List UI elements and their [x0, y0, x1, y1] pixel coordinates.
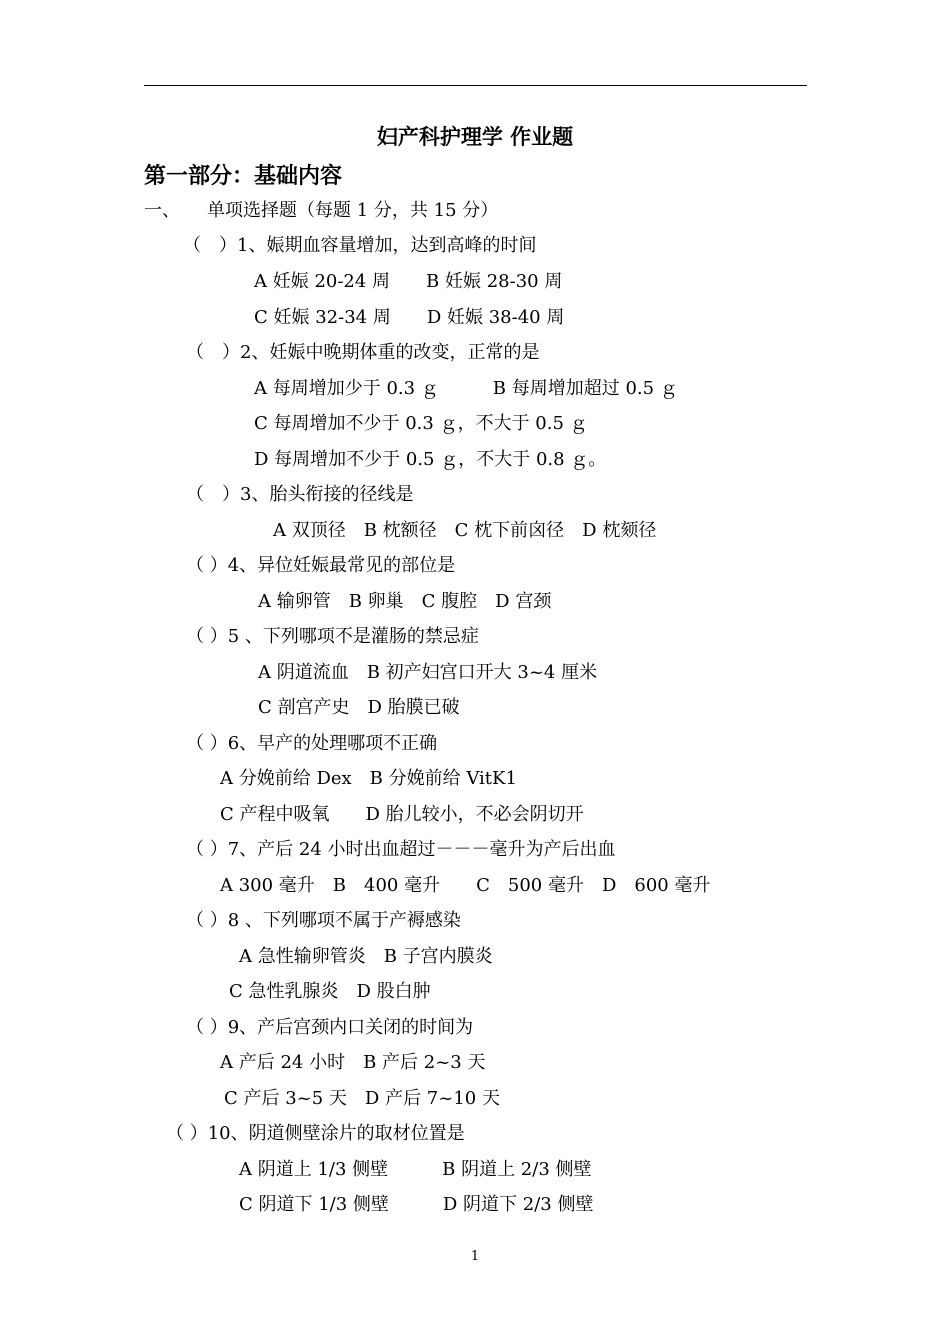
question-8-option-line: A 急性输卵管炎 B 子宫内膜炎 [239, 946, 493, 967]
question-9-option-line: C 产后 3~5 天 D 产后 7~10 天 [224, 1088, 500, 1109]
question-9-option-line: A 产后 24 小时 B 产后 2~3 天 [220, 1052, 486, 1073]
question-4-stem: （ ）4、异位妊娠最常见的部位是 [186, 555, 456, 576]
question-10-option-line: A 阴道上 1/3 侧壁 B 阴道上 2/3 侧壁 [239, 1159, 592, 1180]
header-rule [144, 85, 807, 86]
question-8-option-line: C 急性乳腺炎 D 股白肿 [229, 981, 431, 1002]
question-2-option-line: A 每周增加少于 0.3 ｇ B 每周增加超过 0.5 ｇ [254, 378, 678, 399]
question-5-option-line: A 阴道流血 B 初产妇宫口开大 3~4 厘米 [258, 662, 598, 683]
question-1-option-line: C 妊娠 32-34 周 D 妊娠 38-40 周 [254, 307, 565, 328]
question-2-option-line: D 每周增加不少于 0.5 ｇ，不大于 0.8 ｇ。 [254, 449, 607, 470]
question-3-option-line: A 双顶径 B 枕额径 C 枕下前囟径 D 枕颏径 [273, 520, 657, 541]
question-10-stem: （ ）10、阴道侧壁涂片的取材位置是 [166, 1123, 465, 1144]
question-6-option-line: C 产程中吸氧 D 胎儿较小，不必会阴切开 [220, 804, 584, 825]
question-10-option-line: C 阴道下 1/3 侧壁 D 阴道下 2/3 侧壁 [239, 1194, 594, 1215]
question-8-stem: （ ）8 、下列哪项不属于产褥感染 [186, 910, 461, 931]
question-1-stem: （ ）1、娠期血容量增加，达到高峰的时间 [183, 235, 537, 256]
question-6-option-line: A 分娩前给 Dex B 分娩前给 VitK1 [220, 768, 517, 789]
question-6-stem: （ ）6、早产的处理哪项不正确 [186, 733, 438, 754]
question-5-stem: （ ）5 、下列哪项不是灌肠的禁忌症 [186, 626, 479, 647]
question-9-stem: （ ）9、产后宫颈内口关闭的时间为 [186, 1017, 474, 1038]
question-2-stem: （ ）2、妊娠中晚期体重的改变，正常的是 [186, 342, 540, 363]
document-title: 妇产科护理学 作业题 [376, 124, 574, 149]
question-2-option-line: C 每周增加不少于 0.3 ｇ，不大于 0.5 ｇ [254, 413, 588, 434]
question-1-option-line: A 妊娠 20-24 周 B 妊娠 28-30 周 [254, 271, 563, 292]
question-7-stem: （ ）7、产后 24 小时出血超过－－－毫升为产后出血 [186, 839, 616, 860]
question-3-stem: （ ）3、胎头衔接的径线是 [186, 484, 414, 505]
part-title: 第一部分：基础内容 [144, 163, 343, 189]
question-4-option-line: A 输卵管 B 卵巢 C 腹腔 D 宫颈 [258, 591, 552, 612]
page-number: 1 [470, 1249, 480, 1264]
question-7-option-line: A 300 毫升 B 400 毫升 C 500 毫升 D 600 毫升 [220, 875, 711, 896]
section-heading: 一、 单项选择题（每题 1 分，共 15 分） [144, 200, 499, 221]
question-5-option-line: C 剖宫产史 D 胎膜已破 [258, 697, 460, 718]
